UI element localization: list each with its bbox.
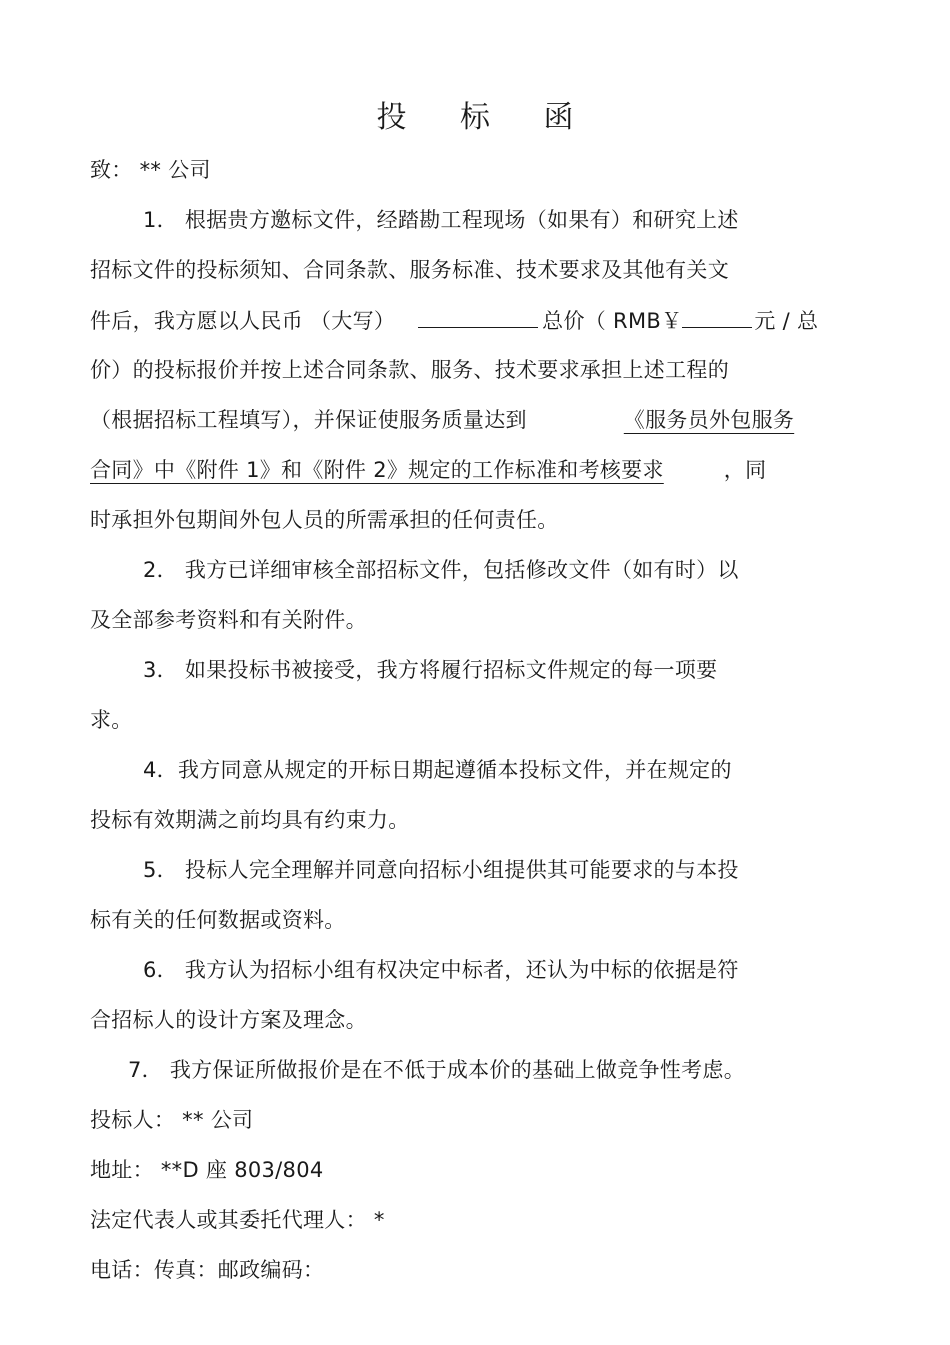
representative-line: 法定代表人或其委托代理人： * [90, 1208, 385, 1232]
p4-line-1: 4．我方同意从规定的开标日期起遵循本投标文件，并在规定的 [143, 758, 732, 782]
p6-line-2: 合招标人的设计方案及理念。 [90, 1008, 367, 1032]
address-line: 地址： **D 座 803/804 [90, 1158, 324, 1182]
p6-line-1: 6． 我方认为招标小组有权决定中标者，还认为中标的依据是符 [143, 958, 739, 982]
amount-rmb-blank [682, 305, 752, 328]
contact-line: 电话：传真：邮政编码： [90, 1258, 325, 1282]
p1-line-3-mid: 总价（ RMB￥ [542, 309, 683, 333]
p3-line-1: 3． 如果投标书被接受，我方将履行招标文件规定的每一项要 [143, 658, 718, 682]
p1-line-3 [90, 305, 818, 336]
appendix-ref: 合同》中《附件 1》和《附件 2》规定的工作标准和考核要求 [90, 458, 664, 482]
p1-line-5-start: （根据招标工程填写），并保证使服务质量达到 [90, 408, 527, 432]
p2-line-1: 2． 我方已详细审核全部招标文件，包括修改文件（如有时）以 [143, 558, 739, 582]
p1-line-4: 价）的投标报价并按上述合同条款、服务、技术要求承担上述工程的 [90, 358, 729, 382]
p1-line-6-end: ，同 [723, 458, 767, 482]
p4-line-2: 投标有效期满之前均具有约束力。 [90, 808, 410, 832]
service-contract-ref: 《服务员外包服务 [623, 408, 795, 432]
p5-line-2: 标有关的任何数据或资料。 [90, 908, 346, 932]
bidder-line: 投标人： ** 公司 [90, 1108, 254, 1132]
p3-line-2: 求。 [90, 708, 133, 732]
p7-line: 7． 我方保证所做报价是在不低于成本价的基础上做竞争性考虑。 [128, 1058, 746, 1082]
p1-line-7: 时承担外包期间外包人员的所需承担的任何责任。 [90, 508, 559, 532]
p1-line-3-end: 元 / 总 [754, 309, 819, 333]
p2-line-2: 及全部参考资料和有关附件。 [90, 608, 367, 632]
p1-line-3-start: 件后，我方愿以人民币 （大写） [90, 309, 396, 333]
p1-line-6 [90, 455, 766, 485]
addressee-line: 致： ** 公司 [90, 158, 211, 182]
amount-words-blank [418, 305, 538, 328]
p1-line-2: 招标文件的投标须知、合同条款、服务标准、技术要求及其他有关文 [90, 258, 729, 282]
p5-line-1: 5． 投标人完全理解并同意向招标小组提供其可能要求的与本投 [143, 858, 739, 882]
p1-line-5 [90, 405, 814, 435]
document-title: 投 标 函 [376, 100, 596, 135]
p1-line-1: 1． 根据贵方邀标文件，经踏勘工程现场（如果有）和研究上述 [143, 208, 739, 232]
